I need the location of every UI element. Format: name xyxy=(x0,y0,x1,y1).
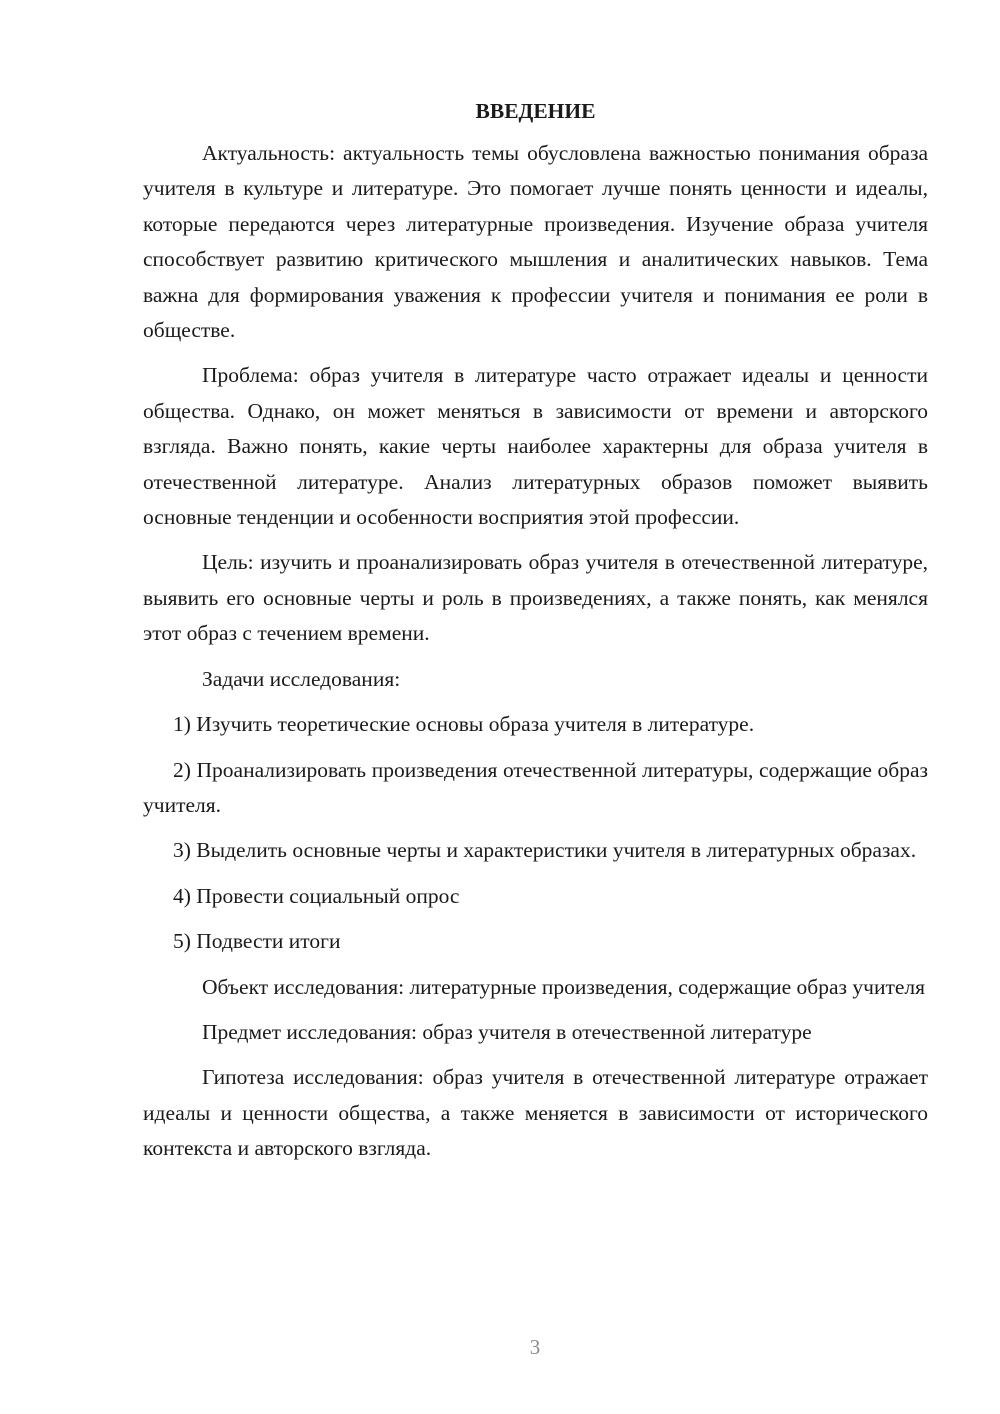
task-item: 3) Выделить основные черты и характеристики учителя в литературных образах. xyxy=(173,838,917,863)
task-item: 2) Проанализировать произведения отечественной литературы, содержащие образ учителя. xyxy=(143,757,928,817)
paragraph-problem: Проблема: образ учителя в литературе часто отражает идеалы и ценности общества. Однако, он может меняться в зависимости от времени и авторского взгляда. Важно понять, какие черты наиболее характерны для образа учителя в отечественной литературе. Анализ литературных образов поможет выявить основные тенденции и особенности восприятия этой профессии. xyxy=(143,363,928,530)
paragraph-relevance: Актуальность: актуальность темы обусловлена важностью понимания образа учителя в культуре и литературе. Это помогает лучше понять ценности и идеалы, которые передаются через литературные произведения. Изучение образа учителя способствует развитию критического мышления и аналитических навыков. Тема важна для формирования уважения к профессии учителя и понимания ее роли в обществе. xyxy=(143,141,928,343)
task-item: 5) Подвести итоги xyxy=(173,929,341,954)
page-content xyxy=(143,96,928,1177)
paragraph-subject: Предмет исследования: образ учителя в отечественной литературе xyxy=(202,1019,812,1044)
task-item: 4) Провести социальный опрос xyxy=(173,883,460,908)
page-number: 3 xyxy=(529,1335,541,1359)
tasks-heading: Задачи исследования: xyxy=(202,666,401,691)
paragraph-object: Объект исследования: литературные произведения, содержащие образ учителя xyxy=(202,974,926,999)
paragraph-goal: Цель: изучить и проанализировать образ учителя в отечественной литературе, выявить его основные черты и роль в произведениях, а также понять, как менялся этот образ с течением времени. xyxy=(143,550,928,646)
paragraph-hypothesis: Гипотеза исследования: образ учителя в отечественной литературе отражает идеалы и ценности общества, а также меняется в зависимости от исторического контекста и авторского взгляда. xyxy=(143,1065,928,1161)
task-item: 1) Изучить теоретические основы образа учителя в литературе. xyxy=(173,712,755,737)
section-title: ВВЕДЕНИЕ xyxy=(475,99,596,123)
